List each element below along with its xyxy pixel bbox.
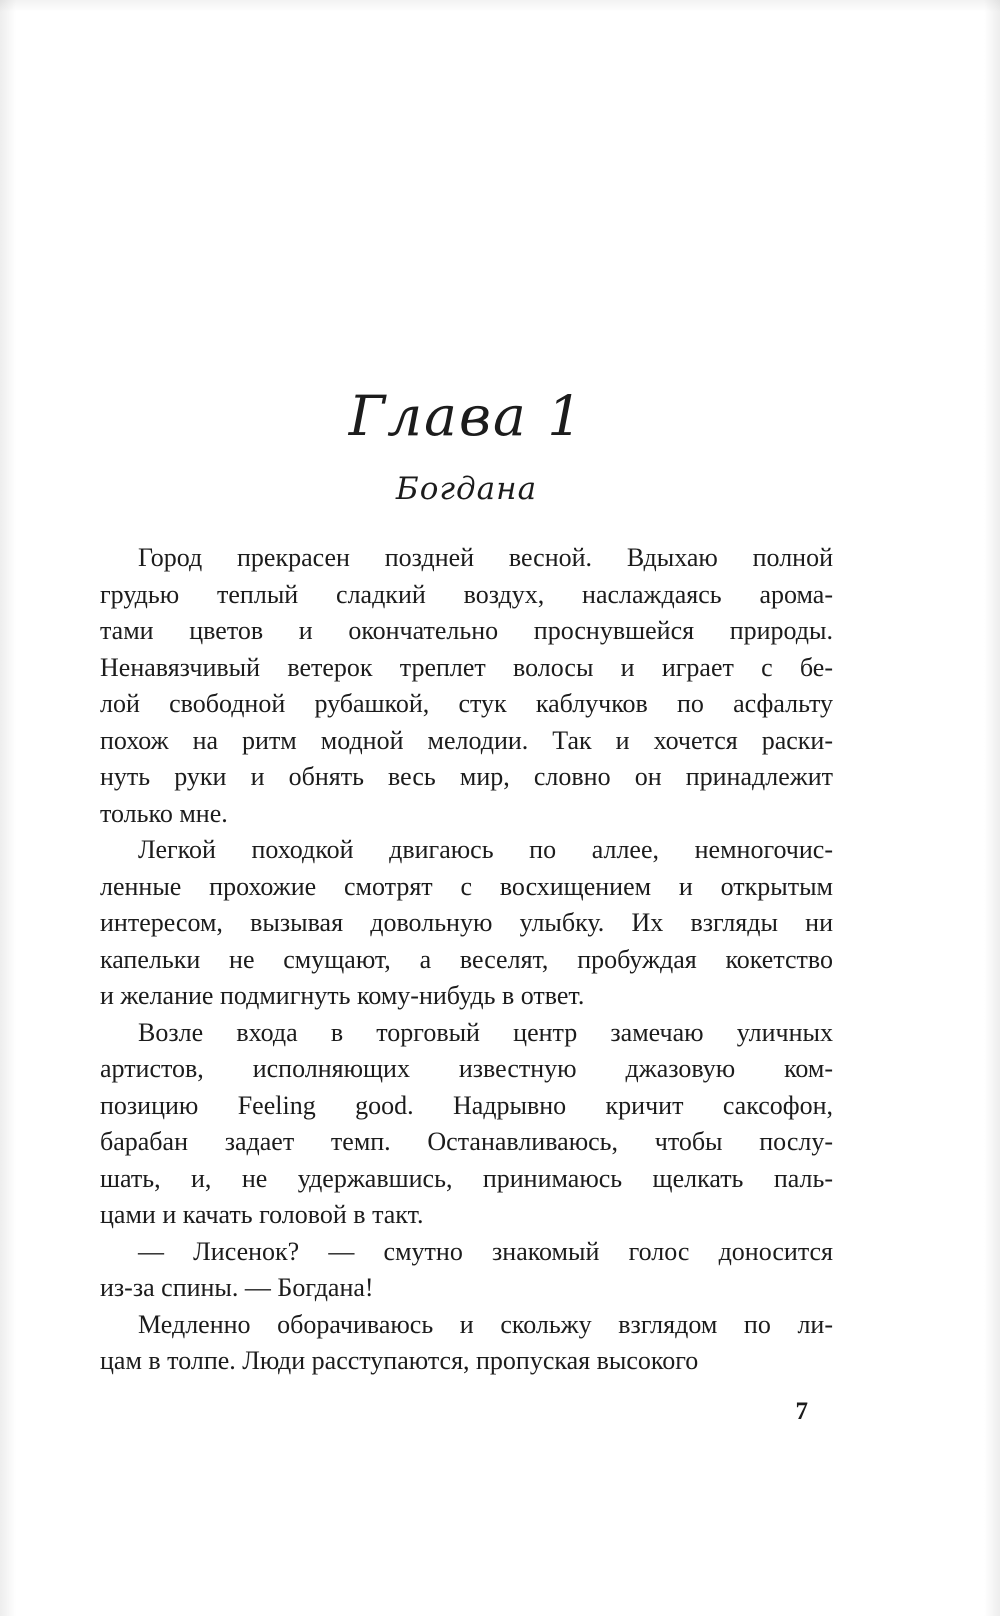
paragraph — [100, 1234, 833, 1307]
text-line: из-за спины. — Богдана! — [100, 1273, 374, 1302]
paragraph — [100, 1307, 833, 1380]
paragraph — [100, 540, 833, 832]
text-line: артистов, исполняющих известную джазовую ком- — [100, 1054, 833, 1083]
text-line: ленные прохожие смотрят с восхищением и открытым — [100, 871, 833, 901]
text-line: цам в толпе. Люди расступаются, пропуская высокого — [100, 1346, 699, 1375]
body-text — [100, 540, 833, 1380]
text-line: только мне. — [100, 798, 228, 828]
text-line: Медленно оборачиваюсь и скольжу взглядом по ли- — [138, 1309, 833, 1339]
paragraph — [100, 832, 833, 1015]
text-line: лой свободной рубашкой, стук каблучков по асфальту — [100, 689, 833, 718]
text-line: Легкой походкой двигаюсь по аллее, немногочис- — [138, 835, 833, 864]
text-line: Ненавязчивый ветерок треплет волосы и играет с бе- — [100, 652, 833, 682]
page-number: 7 — [795, 1398, 808, 1425]
text-line: похож на ритм модной мелодии. Так и хочется раски- — [100, 725, 833, 755]
paragraph — [100, 1015, 833, 1234]
text-line: — Лисенок? — смутно знакомый голос доносится — [138, 1236, 833, 1266]
chapter-subtitle: Богдана — [395, 470, 538, 507]
text-line: интересом, вызывая довольную улыбку. Их взгляды ни — [100, 908, 833, 937]
text-line: нуть руки и обнять весь мир, словно он принадлежит — [100, 762, 833, 791]
chapter-heading — [100, 384, 833, 507]
text-line: позицию Feeling good. Надрывно кричит саксофон, — [100, 1090, 833, 1120]
text-line: капельки не смущают, а веселят, пробуждая кокетство — [100, 944, 833, 974]
text-line: Город прекрасен поздней весной. Вдыхаю полной — [138, 543, 833, 572]
text-line: барабан задает темп. Останавливаюсь, чтобы послу- — [100, 1127, 833, 1156]
text-line: грудью теплый сладкий воздух, наслаждаясь арома- — [100, 579, 833, 609]
text-line: шать, и, не удержавшись, принимаюсь щелкать паль- — [100, 1163, 833, 1193]
text-line: Возле входа в торговый центр замечаю уличных — [138, 1017, 833, 1047]
chapter-title: Глава 1 — [348, 384, 585, 448]
text-line: цами и качать головой в такт. — [100, 1200, 424, 1229]
text-line: тами цветов и окончательно проснувшейся природы. — [100, 616, 833, 645]
text-line: и желание подмигнуть кому-нибудь в ответ. — [100, 981, 585, 1010]
